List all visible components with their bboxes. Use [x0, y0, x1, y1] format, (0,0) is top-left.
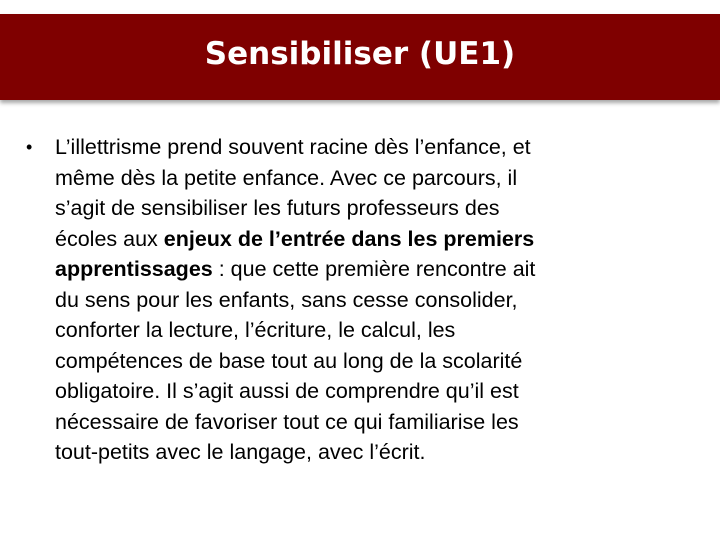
slide-body: [26, 132, 688, 468]
body-text: du sens pour les enfants, sans cesse consolider,: [55, 287, 518, 312]
body-text: même dès la petite enfance. Avec ce parcours, il: [55, 165, 518, 190]
body-text: : que cette première rencontre ait: [212, 257, 536, 281]
bullet-paragraph: [55, 132, 688, 468]
bullet-icon: •: [26, 137, 33, 157]
paragraph-line: [55, 254, 688, 285]
slide-title: Sensibiliser (UE1): [204, 36, 516, 72]
paragraph-line: [55, 407, 688, 438]
paragraph-line: [55, 437, 688, 468]
paragraph-line: [55, 315, 688, 346]
paragraph-line: [55, 376, 688, 407]
title-banner: [0, 14, 720, 100]
paragraph-line: [55, 163, 688, 194]
paragraph-line: [55, 193, 688, 224]
body-text: écoles aux: [55, 226, 164, 251]
body-text: compétences de base tout au long de la scolarité: [55, 348, 523, 373]
body-text: tout-petits avec le langage, avec l’écrit.: [55, 440, 426, 464]
body-text: obligatoire. Il s’agit aussi de comprendre qu’il est: [55, 379, 519, 403]
emphasis-text: apprentissages: [55, 257, 213, 281]
paragraph-line: [55, 132, 688, 163]
emphasis-text: enjeux de l’entrée dans les premiers: [163, 226, 535, 251]
body-text: L’illettrisme prend souvent racine dès l’enfance, et: [55, 135, 531, 159]
body-text: conforter la lecture, l’écriture, le calcul, les: [55, 318, 456, 342]
paragraph-line: [55, 285, 688, 316]
body-text: s’agit de sensibiliser les futurs professeurs des: [55, 196, 500, 220]
paragraph-line: [55, 346, 688, 377]
bullet-item: [26, 132, 688, 468]
paragraph-line: [55, 224, 688, 255]
body-text: nécessaire de favoriser tout ce qui familiarise les: [55, 409, 519, 434]
